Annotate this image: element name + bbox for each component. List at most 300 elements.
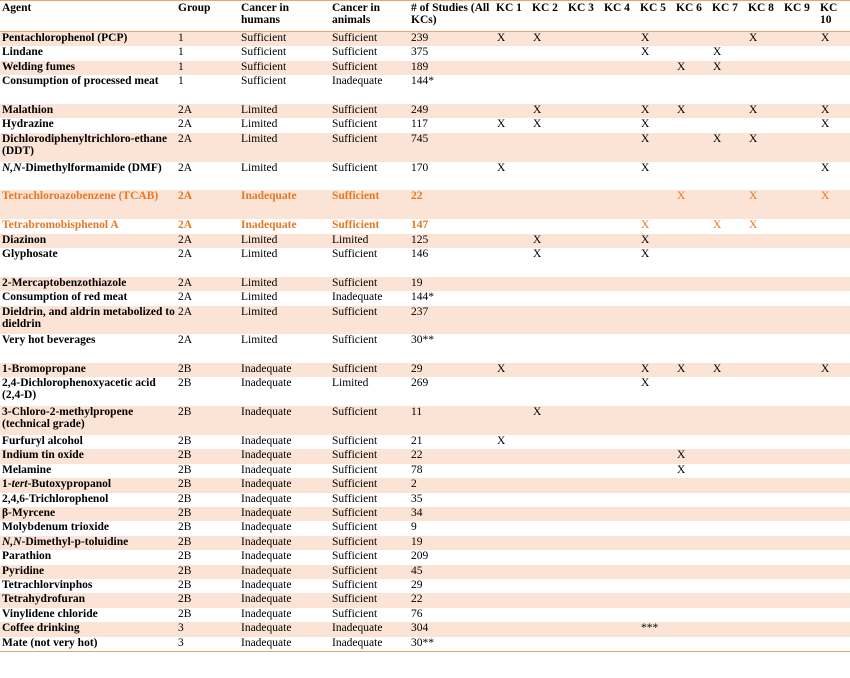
kc-cell: X	[530, 406, 566, 435]
kc-cell	[566, 449, 602, 463]
kc-cell	[530, 75, 566, 104]
table-row	[0, 46, 850, 60]
kc-cell	[746, 622, 782, 636]
kc-cell	[674, 46, 710, 60]
animals-cell: Inadequate	[330, 637, 409, 652]
kc-cell	[782, 190, 818, 219]
kc-cell	[530, 162, 566, 191]
agent-cell: Mate (not very hot)	[0, 637, 176, 652]
kc-cell	[674, 435, 710, 449]
kc-cell: X	[638, 32, 674, 47]
kc-cell	[818, 277, 850, 291]
kc-cell	[746, 521, 782, 535]
kc-column-header: KC 4	[602, 1, 638, 32]
animals-cell: Sufficient	[332, 607, 378, 620]
kc-cell	[566, 579, 602, 593]
kc-cell	[638, 579, 674, 593]
group-cell: 2B	[176, 536, 239, 550]
kc-cell	[530, 493, 566, 507]
kc-cell	[602, 435, 638, 449]
kc-cell	[602, 46, 638, 60]
kc-cell	[818, 234, 850, 248]
kc-cell	[674, 622, 710, 636]
group-cell: 2A	[178, 291, 193, 304]
kc-cell	[818, 622, 850, 636]
kc-cell	[602, 32, 638, 47]
agent-cell: Tetrachloroazobenzene (TCAB)	[0, 190, 176, 219]
animals-cell: Inadequate	[332, 75, 383, 88]
group-cell: 2B	[178, 521, 192, 534]
kc-cell	[674, 507, 710, 521]
kc-cell	[494, 593, 530, 607]
kc-cell	[566, 435, 602, 449]
kc-cell	[782, 406, 818, 435]
group-cell: 2B	[178, 463, 192, 476]
humans-cell: Limited	[241, 118, 278, 131]
table-row	[0, 565, 850, 579]
agent-cell: 3-Chloro-2-methylpropene (technical grade)	[0, 406, 176, 435]
kc-cell: X	[710, 61, 746, 75]
kc-cell	[602, 219, 638, 233]
kc-cell	[710, 32, 746, 47]
studies-cell: 375	[411, 46, 429, 59]
kc-cell	[530, 550, 566, 564]
kc-cell	[602, 291, 638, 305]
kc-cell	[566, 334, 602, 363]
kc-cell: X	[746, 32, 782, 47]
kc-cell	[566, 104, 602, 118]
humans-cell: Inadequate	[239, 363, 330, 377]
table-row	[0, 579, 850, 593]
animals-cell: Sufficient	[330, 32, 409, 47]
agent-cell: Welding fumes	[0, 61, 176, 75]
studies-cell: 146	[411, 247, 429, 260]
kc-cell	[530, 219, 566, 233]
table-row	[0, 291, 850, 305]
kc-cell	[674, 219, 710, 233]
kc-cell	[638, 464, 674, 478]
kc-cell	[494, 406, 530, 435]
kc-cell	[530, 363, 566, 377]
kc-cell: X	[674, 61, 710, 75]
agent-cell: 2,4,6-Trichlorophenol	[2, 492, 109, 505]
kc-cell	[494, 622, 530, 636]
humans-cell: Inadequate	[241, 435, 292, 448]
kc-cell	[566, 550, 602, 564]
studies-cell: 35	[411, 492, 423, 505]
kc-cell	[710, 118, 746, 132]
kc-cell	[566, 118, 602, 132]
kc-cell	[674, 493, 710, 507]
studies-cell: 9	[411, 521, 417, 534]
group-cell: 2A	[178, 161, 193, 174]
humans-cell: Limited	[239, 306, 330, 335]
animals-cell: Sufficient	[332, 247, 378, 260]
animals-cell: Inadequate	[330, 622, 409, 636]
table-row	[0, 32, 850, 47]
animals-cell: Sufficient	[332, 46, 378, 59]
humans-cell: Limited	[239, 133, 330, 162]
studies-cell: 29	[411, 578, 423, 591]
group-cell: 2B	[176, 593, 239, 607]
kc-cell	[746, 377, 782, 406]
agent-cell: Parathion	[2, 550, 52, 563]
kc-cell	[602, 75, 638, 104]
kc-cell	[638, 435, 674, 449]
kc-cell	[782, 565, 818, 579]
group-cell: 2A	[176, 277, 239, 291]
kc-cell	[746, 565, 782, 579]
kc-cell	[818, 536, 850, 550]
kc-cell	[530, 306, 566, 335]
table-body	[0, 32, 850, 652]
animals-cell: Sufficient	[330, 363, 409, 377]
table-row	[0, 133, 850, 162]
kc-cell	[674, 277, 710, 291]
group-cell: 2B	[178, 550, 192, 563]
kc-cell	[602, 277, 638, 291]
kc-cell	[746, 162, 782, 191]
studies-cell: 117	[411, 118, 428, 131]
kc-cell	[782, 435, 818, 449]
kc-cell: X	[821, 161, 830, 174]
animals-cell: Sufficient	[330, 306, 409, 335]
kc-cell	[746, 550, 782, 564]
kc-cell	[674, 637, 710, 652]
studies-cell: 144*	[411, 291, 434, 304]
kc-cell	[818, 478, 850, 492]
kc-cell	[566, 291, 602, 305]
kc-cell	[818, 306, 850, 335]
kc-cell	[602, 306, 638, 335]
kc-cell	[494, 291, 530, 305]
agent-cell: 2-Mercaptobenzothiazole	[0, 277, 176, 291]
kc-cell: X	[677, 463, 686, 476]
group-cell: 2A	[176, 133, 239, 162]
column-header: Agent	[0, 1, 176, 32]
kc-cell	[530, 507, 566, 521]
kc-cell	[782, 593, 818, 607]
group-cell: 1	[178, 75, 184, 88]
kc-cell	[746, 306, 782, 335]
kc-cell	[674, 521, 710, 535]
kc-cell	[494, 493, 530, 507]
column-header: # of Studies (All KCs)	[409, 1, 494, 32]
kc-cell	[818, 493, 850, 507]
kc-cell	[566, 61, 602, 75]
kc-cell	[710, 536, 746, 550]
kc-cell	[818, 608, 850, 622]
kc-cell	[818, 550, 850, 564]
kc-cell	[746, 464, 782, 478]
kc-cell	[494, 190, 530, 219]
kc-cell	[494, 608, 530, 622]
kc-cell	[638, 493, 674, 507]
kc-cell	[710, 291, 746, 305]
studies-cell: 170	[411, 161, 429, 174]
table-row	[0, 593, 850, 607]
humans-cell: Inadequate	[241, 219, 297, 232]
kc-cell	[566, 608, 602, 622]
kc-column-header: KC 1	[494, 1, 530, 32]
kc-cell	[746, 61, 782, 75]
group-cell: 2B	[178, 377, 192, 390]
kc-cell	[818, 565, 850, 579]
kc-cell	[782, 277, 818, 291]
kc-cell	[602, 190, 638, 219]
header-row	[0, 1, 850, 32]
column-header: Cancer in humans	[239, 1, 330, 32]
kc-cell	[494, 565, 530, 579]
kc-cell	[710, 507, 746, 521]
group-cell: 2A	[176, 234, 239, 248]
studies-cell: 209	[411, 550, 429, 563]
kc-cell	[818, 579, 850, 593]
humans-cell: Inadequate	[239, 406, 330, 435]
animals-cell: Sufficient	[330, 507, 409, 521]
kc-cell	[746, 608, 782, 622]
kc-cell	[566, 406, 602, 435]
kc-cell	[638, 550, 674, 564]
kc-cell	[602, 593, 638, 607]
kc-cell	[602, 104, 638, 118]
kc-cell	[782, 334, 818, 363]
kc-cell: ***	[638, 622, 674, 636]
kc-cell	[782, 248, 818, 277]
kc-cell	[602, 248, 638, 277]
kc-cell	[602, 133, 638, 162]
agent-cell: N,N-Dimethylformamide (DMF)	[2, 161, 162, 174]
animals-cell: Sufficient	[332, 550, 378, 563]
kc-cell	[710, 306, 746, 335]
table-row	[0, 75, 850, 104]
kc-cell	[782, 219, 818, 233]
animals-cell: Sufficient	[332, 578, 378, 591]
kc-cell	[638, 277, 674, 291]
kc-cell	[530, 521, 566, 535]
kc-cell	[674, 75, 710, 104]
group-cell: 2B	[176, 507, 239, 521]
kc-cell	[530, 449, 566, 463]
kc-cell	[566, 133, 602, 162]
agent-cell: Lindane	[2, 46, 43, 59]
animals-cell: Inadequate	[332, 291, 383, 304]
kc-cell	[638, 406, 674, 435]
kc-column-header: KC 5	[638, 1, 674, 32]
table-row	[0, 363, 850, 377]
table-row	[0, 536, 850, 550]
kc-cell	[566, 622, 602, 636]
table-row	[0, 550, 850, 564]
kc-cell	[674, 579, 710, 593]
kc-cell: X	[530, 32, 566, 47]
kc-cell	[566, 464, 602, 478]
animals-cell: Sufficient	[330, 190, 409, 219]
humans-cell: Limited	[241, 334, 278, 347]
kc-cell	[674, 478, 710, 492]
kc-cell: X	[497, 435, 506, 448]
kc-cell	[710, 449, 746, 463]
kc-cell	[746, 435, 782, 449]
kc-cell	[602, 162, 638, 191]
kc-cell	[494, 536, 530, 550]
kc-cell	[638, 565, 674, 579]
kc-cell: X	[641, 247, 650, 260]
group-cell: 2B	[178, 435, 192, 448]
animals-cell: Sufficient	[332, 435, 378, 448]
kc-cell	[494, 334, 530, 363]
studies-cell: 78	[411, 463, 423, 476]
kc-cell: X	[638, 234, 674, 248]
kc-cell	[638, 190, 674, 219]
kc-cell	[566, 306, 602, 335]
kc-cell: X	[674, 190, 710, 219]
kc-cell	[638, 608, 674, 622]
kc-cell	[530, 637, 566, 652]
kc-cell	[710, 637, 746, 652]
agent-cell: Dichlorodiphenyltrichloro-ethane (DDT)	[0, 133, 176, 162]
kc-cell	[566, 536, 602, 550]
column-header: Cancer in animals	[330, 1, 409, 32]
kc-cell	[710, 579, 746, 593]
kc-cell	[818, 377, 850, 406]
kc-cell	[638, 478, 674, 492]
agent-cell: Tetrahydrofuran	[0, 593, 176, 607]
agent-cell: Malathion	[0, 104, 176, 118]
agent-cell: Vinylidene chloride	[2, 607, 98, 620]
studies-cell: 144*	[411, 75, 434, 88]
animals-cell: Sufficient	[332, 334, 378, 347]
kc-cell	[782, 478, 818, 492]
kc-cell	[638, 61, 674, 75]
group-cell: 2B	[176, 363, 239, 377]
kc-cell	[746, 75, 782, 104]
kc-cell: X	[638, 133, 674, 162]
studies-cell: 237	[409, 306, 494, 335]
animals-cell: Sufficient	[332, 161, 378, 174]
kc-cell	[782, 550, 818, 564]
table-row	[0, 306, 850, 335]
kc-cell: X	[638, 104, 674, 118]
agent-cell: Tetrabromobisphenol A	[2, 219, 119, 232]
kc-cell	[782, 363, 818, 377]
table-row	[0, 61, 850, 75]
studies-cell: 189	[409, 61, 494, 75]
kc-cell	[782, 32, 818, 47]
kc-cell	[638, 334, 674, 363]
kc-cell	[710, 248, 746, 277]
kc-cell: X	[821, 118, 830, 131]
kc-cell	[818, 449, 850, 463]
humans-cell: Sufficient	[239, 61, 330, 75]
kc-cell	[602, 565, 638, 579]
group-cell: 2A	[176, 190, 239, 219]
animals-cell: Sufficient	[330, 104, 409, 118]
kc-cell	[638, 306, 674, 335]
kc-cell	[782, 61, 818, 75]
kc-cell	[674, 593, 710, 607]
kc-cell	[566, 277, 602, 291]
studies-cell: 30**	[411, 334, 434, 347]
kc-cell	[818, 521, 850, 535]
animals-cell: Sufficient	[330, 277, 409, 291]
kc-cell	[530, 277, 566, 291]
humans-cell: Inadequate	[241, 463, 292, 476]
kc-cell	[494, 75, 530, 104]
kc-cell	[674, 291, 710, 305]
kc-cell	[494, 449, 530, 463]
humans-cell: Inadequate	[241, 550, 292, 563]
kc-cell	[494, 306, 530, 335]
kc-cell	[710, 478, 746, 492]
kc-cell	[746, 406, 782, 435]
kc-cell	[674, 133, 710, 162]
kc-cell	[710, 464, 746, 478]
kc-cell	[710, 622, 746, 636]
studies-cell: 269	[411, 377, 429, 390]
kc-cell	[818, 75, 850, 104]
group-cell: 2A	[176, 104, 239, 118]
kc-cell	[602, 579, 638, 593]
studies-cell: 125	[409, 234, 494, 248]
kc-cell	[782, 291, 818, 305]
kc-cell	[494, 478, 530, 492]
kc-cell	[818, 637, 850, 652]
kc-cell	[674, 377, 710, 406]
table-row	[0, 493, 850, 507]
group-cell: 2A	[178, 118, 193, 131]
kc-cell	[818, 593, 850, 607]
kc-cell	[782, 162, 818, 191]
kc-cell	[638, 593, 674, 607]
humans-cell: Inadequate	[239, 593, 330, 607]
kc-cell	[818, 46, 850, 60]
kc-cell	[602, 406, 638, 435]
kc-cell	[602, 334, 638, 363]
humans-cell: Limited	[239, 277, 330, 291]
animals-cell: Sufficient	[332, 521, 378, 534]
kc-cell	[566, 75, 602, 104]
kc-cell	[602, 363, 638, 377]
agent-cell: Hydrazine	[2, 118, 54, 131]
kc-cell	[602, 61, 638, 75]
kc-cell	[638, 536, 674, 550]
animals-cell: Sufficient	[332, 492, 378, 505]
kc-cell	[494, 248, 530, 277]
kc-cell	[638, 507, 674, 521]
kc-cell	[818, 334, 850, 363]
studies-cell: 147	[411, 219, 429, 232]
animals-cell: Sufficient	[332, 118, 378, 131]
kc-cell	[566, 190, 602, 219]
kc-cell	[710, 334, 746, 363]
kc-cell: X	[713, 46, 722, 59]
humans-cell: Inadequate	[239, 536, 330, 550]
kc-cell	[710, 521, 746, 535]
humans-cell: Sufficient	[239, 32, 330, 47]
agent-cell: Glyphosate	[2, 247, 58, 260]
humans-cell: Limited	[241, 291, 278, 304]
kc-cell	[710, 162, 746, 191]
studies-cell: 304	[409, 622, 494, 636]
kc-cell	[530, 291, 566, 305]
kc-cell	[746, 493, 782, 507]
humans-cell: Inadequate	[241, 578, 292, 591]
animals-cell: Sufficient	[330, 133, 409, 162]
group-cell: 2B	[178, 607, 192, 620]
kc-cell	[566, 593, 602, 607]
kc-cell	[746, 363, 782, 377]
